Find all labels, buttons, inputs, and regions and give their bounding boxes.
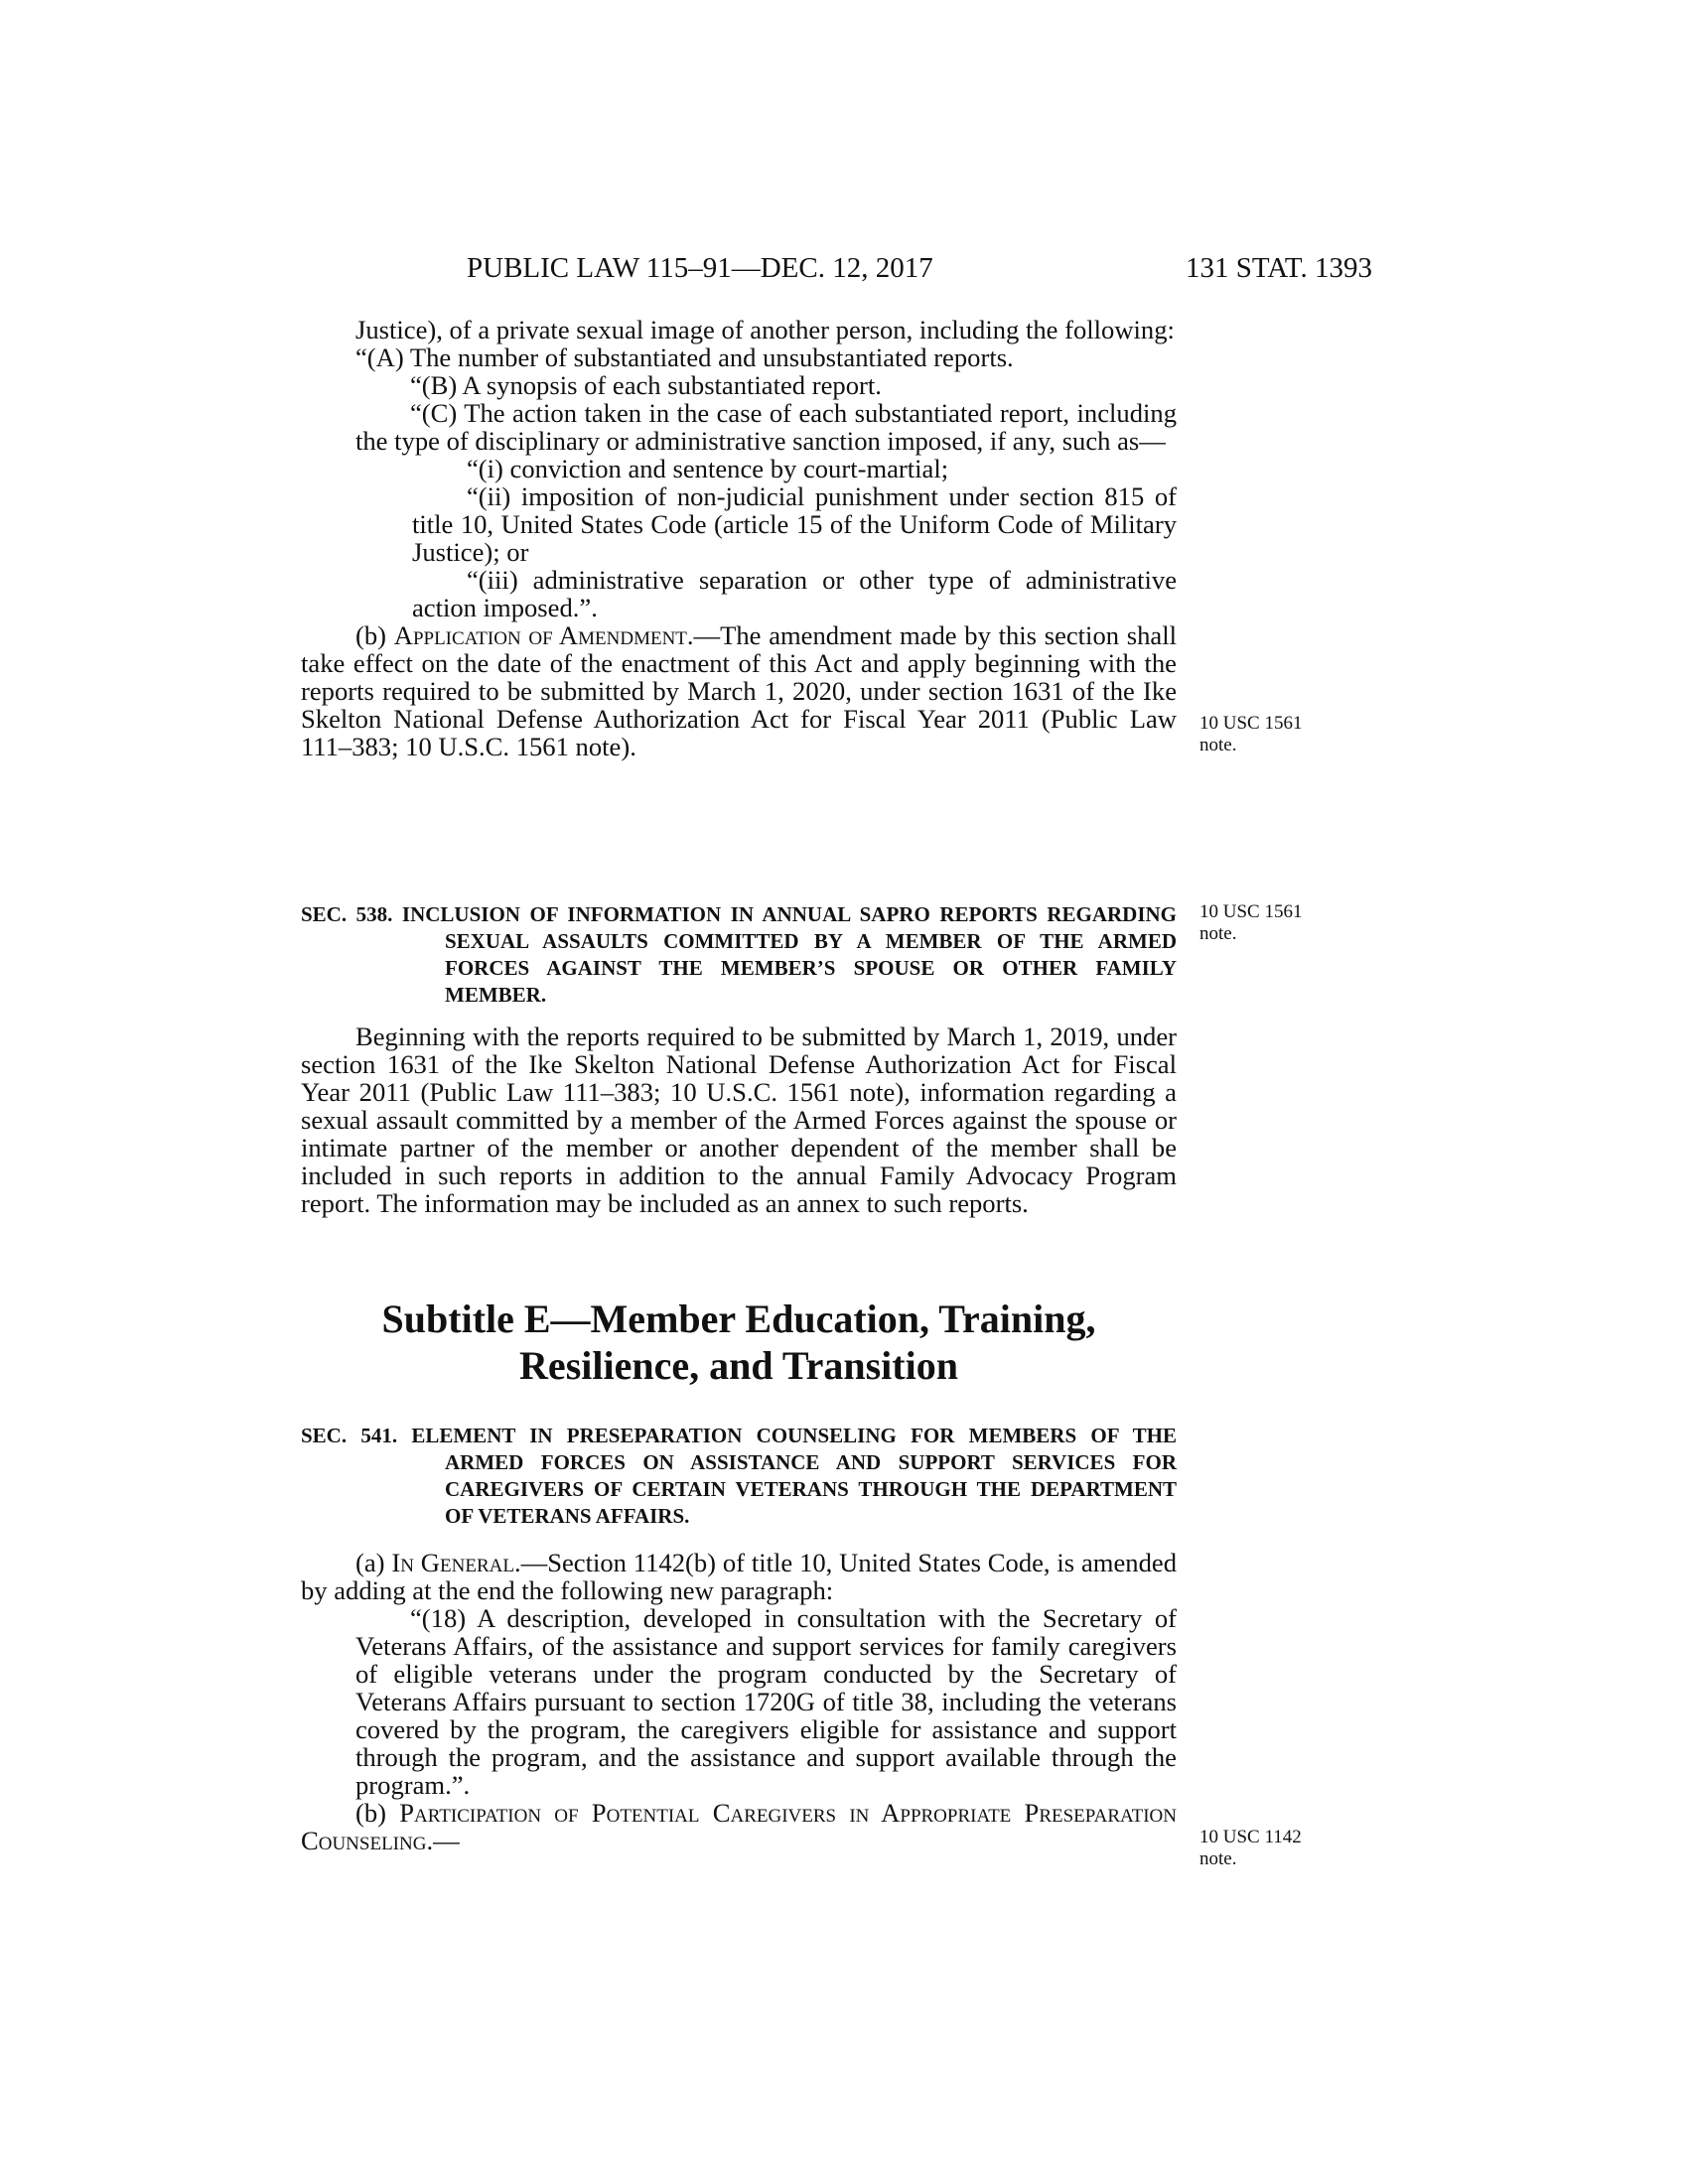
running-head-title: PUBLIC LAW 115–91—DEC. 12, 2017 <box>467 252 933 284</box>
paragraph-18: “(18) A description, developed in consultation with the Secretary of Veterans Affairs, of the assistance and support services for family caregivers of eligible veterans under the program conducted by the Secretary of Veterans Affairs pursuant to section 1720G of title 38, including the veterans covered by the program, the caregivers eligible for assistance and support through the program, and the assistance and support available through the program.”. <box>355 1603 1177 1800</box>
item-a: “(A) The number of substantiated and unsubstantiated reports. <box>355 342 1014 372</box>
subsection-b-541-text: — <box>433 1826 460 1855</box>
section-541-heading: SEC. 541. ELEMENT IN PRESEPARATION COUNSELING FOR MEMBERS OF THE ARMED FORCES ON ASSISTANCE AND SUPPORT SERVICES FOR CAREGIVERS OF CERTAIN VETERANS THROUGH THE DEPARTMENT OF VETERANS AFFAIRS. <box>301 1424 1177 1528</box>
running-head-page-number: 131 STAT. 1393 <box>1185 252 1372 284</box>
subsection-b <box>301 621 1177 760</box>
continued-text-block <box>301 316 1177 760</box>
subsection-a-text: —Section 1142(b) of title 10, United States Code, is amended by adding at the end the following new paragraph: <box>301 1548 1177 1605</box>
subsection-b-heading: Application of Amendment. <box>393 620 694 650</box>
margin-note-section-541-b: 10 USC 1142 note. <box>1199 1827 1302 1869</box>
intro-paragraph: Justice), of a private sexual image of another person, including the following: <box>355 315 1175 344</box>
item-ii: “(ii) imposition of non-judicial punishment under section 815 of title 10, United States Code (article 15 of the Uniform Code of Military Justice); or <box>412 481 1177 567</box>
section-538-body-block <box>301 1023 1177 1217</box>
item-iii: “(iii) administrative separation or other type of administrative action imposed.”. <box>412 565 1177 622</box>
subsection-b-prefix: (b) <box>355 620 394 650</box>
item-b: “(B) A synopsis of each substantiated report. <box>410 370 882 400</box>
item-c: “(C) The action taken in the case of each substantiated report, including the type of disciplinary or administrative sanction imposed, if any, such as— <box>355 398 1177 456</box>
section-538-body: Beginning with the reports required to be submitted by March 1, 2019, under section 1631 of the Ike Skelton National Defense Authorization Act for Fiscal Year 2011 (Public Law 111–383; 10 U.S.C. 1561 note), information regarding a sexual assault committed by a member of the Armed Forces against the spouse or intimate partner of the member or another dependent of the member shall be included in such reports in addition to the annual Family Advocacy Program report. The information may be included as an annex to such reports. <box>301 1022 1177 1218</box>
section-538-heading: SEC. 538. INCLUSION OF INFORMATION IN ANNUAL SAPRO REPORTS REGARDING SEXUAL ASSAULTS COMMITTED BY A MEMBER OF THE ARMED FORCES AGAINST THE MEMBER’S SPOUSE OR OTHER FAMILY MEMBER. <box>301 902 1177 1007</box>
margin-note-section-538: 10 USC 1561 note. <box>1199 901 1303 944</box>
subsection-b-541 <box>301 1799 1177 1854</box>
item-i: “(i) conviction and sentence by court-martial; <box>467 454 949 483</box>
subsection-a <box>301 1549 1177 1604</box>
subsection-b-text: —The amendment made by this section shall take effect on the date of the enactment of this Act and apply beginning with the reports required to be submitted by March 1, 2020, under section 1631 of the Ike Skelton National Defense Authorization Act for Fiscal Year 2011 (Public Law 111–383; 10 U.S.C. 1561 note). <box>301 620 1177 761</box>
section-541-body-block <box>301 1549 1177 1854</box>
subsection-b-541-prefix: (b) <box>355 1798 400 1828</box>
subtitle-line-1: Subtitle E—Member Education, Training, <box>381 1297 1096 1341</box>
margin-note-subsection-b: 10 USC 1561 note. <box>1199 713 1303 755</box>
subsection-b-541-heading: Participation of Potential Caregivers in Appropriate Preseparation Counseling. <box>301 1798 1177 1855</box>
subtitle-heading <box>301 1296 1177 1389</box>
subsection-a-prefix: (a) <box>355 1548 392 1577</box>
subsection-a-heading: In General. <box>391 1548 521 1577</box>
running-head <box>298 252 1372 292</box>
subtitle-line-2: Resilience, and Transition <box>519 1343 958 1388</box>
